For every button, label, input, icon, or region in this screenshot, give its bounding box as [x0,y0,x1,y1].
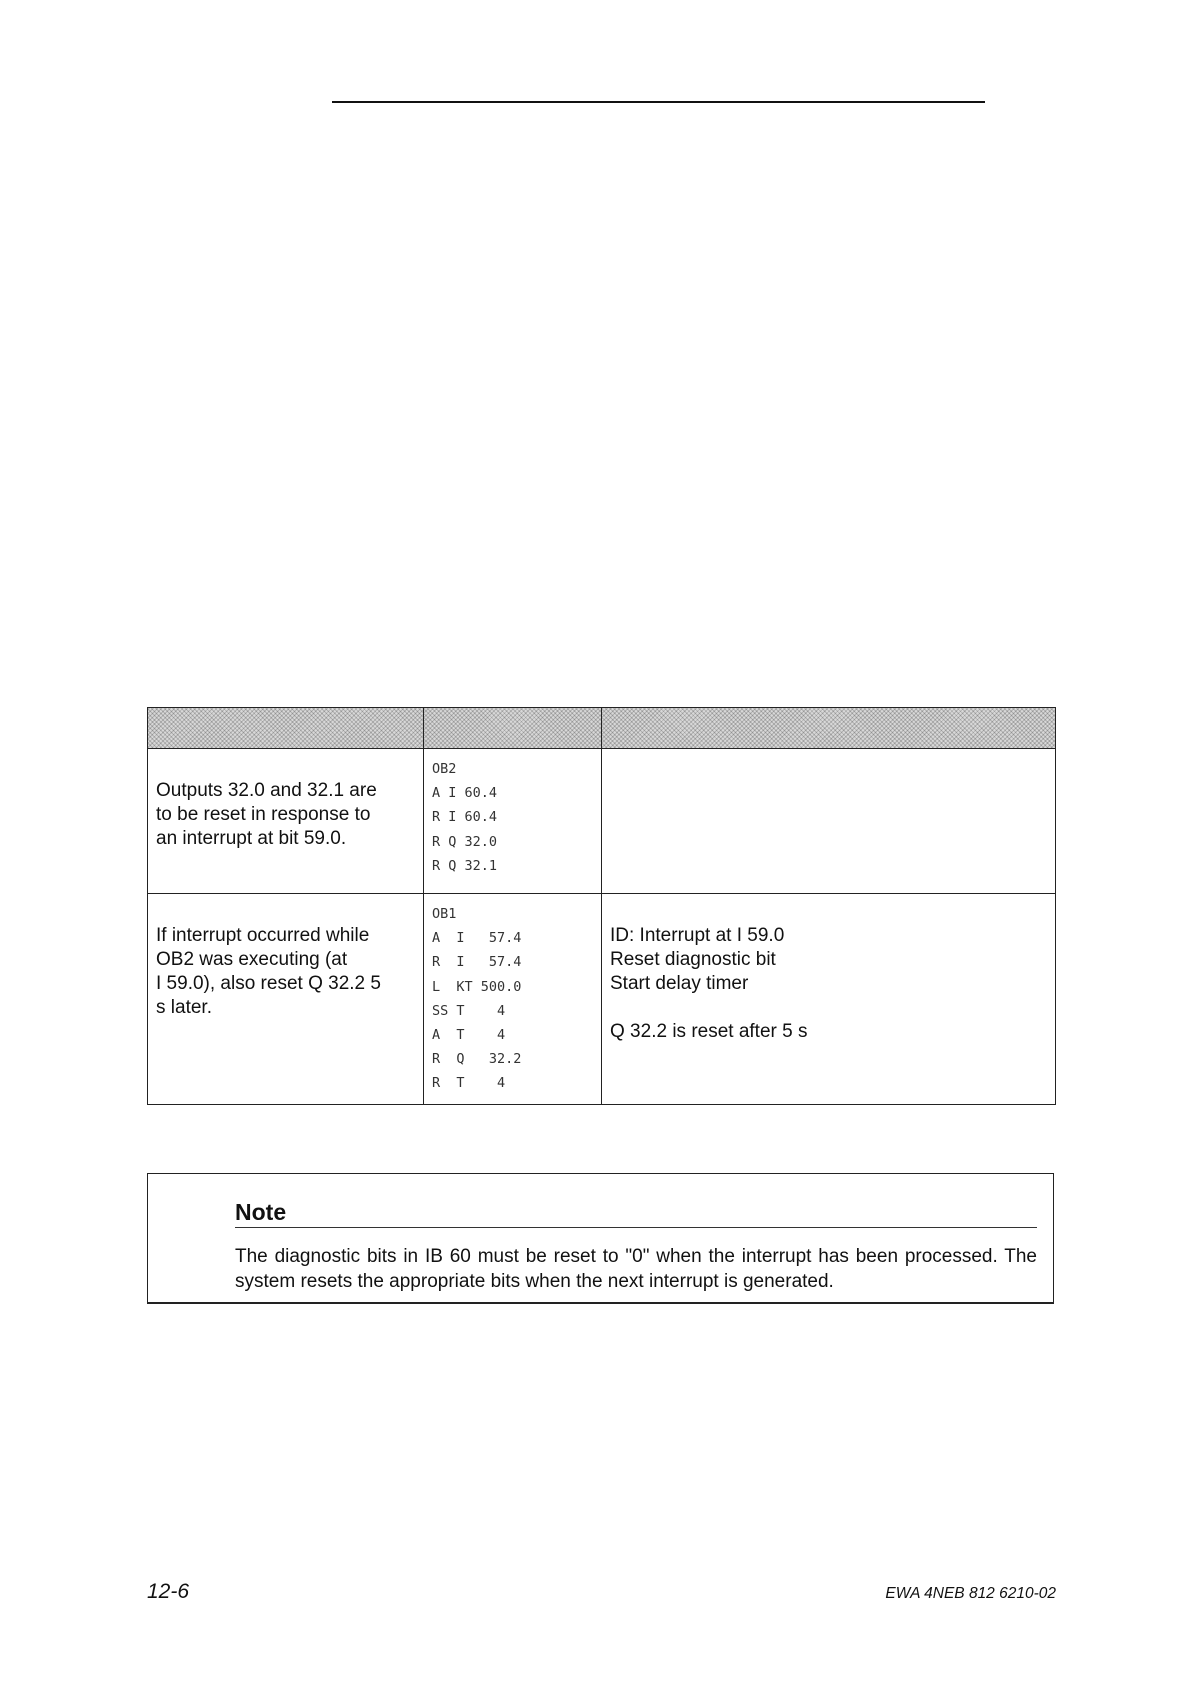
top-rule [332,101,985,103]
note-text: The diagnostic bits in IB 60 must be reset to "0" when the interrupt has been processed. The system resets the appropriate bits when the next interrupt is generated. [235,1246,1037,1292]
page-number: 12-6 [147,1580,190,1603]
header-cell-comment [602,708,1056,749]
row-description-cell [148,749,424,894]
table-row [148,749,1056,894]
row-code: OB1 A I 57.4 R I 57.4 L KT 500.0 SS T 4 A T 4 R Q 32.2 R T 4 [432,906,522,1092]
document-id: EWA 4NEB 812 6210-02 [885,1585,1056,1602]
row-comment-cell [602,749,1056,894]
note-title: Note [235,1198,1037,1228]
row-description: Outputs 32.0 and 32.1 are to be reset in response to an interrupt at bit 59.0. [156,780,377,849]
row-code: OB2 A I 60.4 R I 60.4 R Q 32.0 R Q 32.1 [432,761,498,874]
row-description-cell [148,894,424,1105]
row-code-cell [424,749,602,894]
row-comment: ID: Interrupt at I 59.0 Reset diagnostic bit Start delay timer Q 32.2 is reset after 5 s [610,925,808,1042]
note-box [147,1173,1054,1304]
row-description: If interrupt occurred while OB2 was executing (at I 59.0), also reset Q 32.2 5 s later. [156,925,381,1018]
header-cell-description [148,708,424,749]
row-code-cell [424,894,602,1105]
header-cell-code [424,708,602,749]
table-row [148,894,1056,1105]
example-table [147,707,1056,1105]
row-comment-cell [602,894,1056,1105]
table-header-row [148,708,1056,749]
